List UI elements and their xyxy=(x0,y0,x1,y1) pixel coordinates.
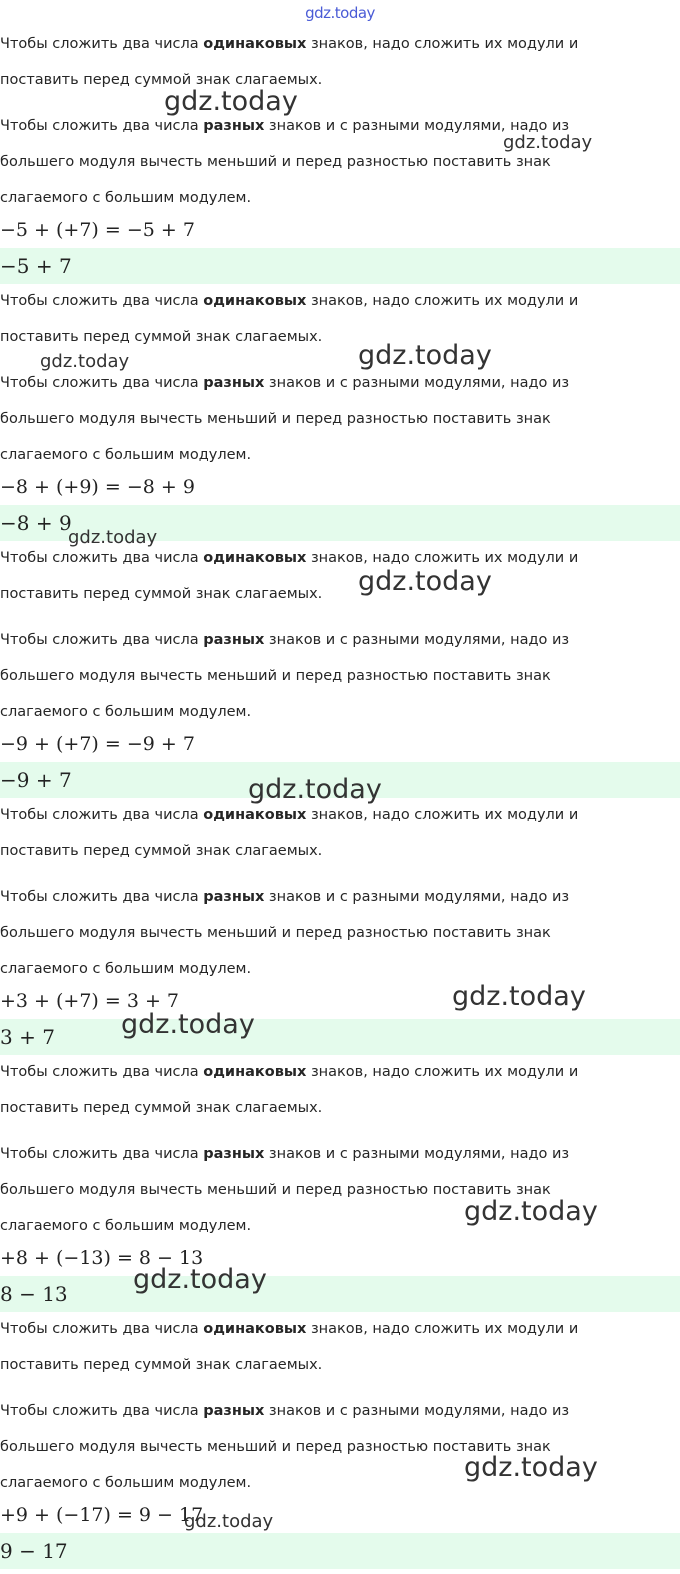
answer: 9 − 17 xyxy=(0,1539,68,1563)
answer-band xyxy=(0,1019,680,1055)
rule-diff-sign-line2: большего модуля вычесть меньший и перед разностью поставить знак xyxy=(0,411,551,427)
rule-same-sign-line1: Чтобы сложить два числа одинаковых знаков, надо сложить их модули и xyxy=(0,1321,579,1337)
answer: −8 + 9 xyxy=(0,511,72,535)
expression: −5 + (+7) = −5 + 7 xyxy=(0,219,195,241)
rule-diff-sign-line1: Чтобы сложить два числа разных знаков и с разными модулями, надо из xyxy=(0,118,570,134)
watermark: gdz.today xyxy=(358,340,492,371)
answer-band xyxy=(0,248,680,284)
rule-diff-sign-line3: слагаемого с большим модулем. xyxy=(0,1218,252,1234)
expression: −9 + (+7) = −9 + 7 xyxy=(0,733,195,755)
expression: −8 + (+9) = −8 + 9 xyxy=(0,476,195,498)
watermark: gdz.today xyxy=(121,1009,255,1040)
rule-same-sign-line2: поставить перед суммой знак слагаемых. xyxy=(0,1100,323,1116)
watermark: gdz.today xyxy=(164,86,298,117)
rule-same-sign-line2: поставить перед суммой знак слагаемых. xyxy=(0,586,323,602)
rule-diff-sign-line1: Чтобы сложить два числа разных знаков и с разными модулями, надо из xyxy=(0,375,570,391)
rule-same-sign-line1: Чтобы сложить два числа одинаковых знаков, надо сложить их модули и xyxy=(0,293,579,309)
rule-same-sign-line2: поставить перед суммой знак слагаемых. xyxy=(0,843,323,859)
rule-diff-sign-line2: большего модуля вычесть меньший и перед разностью поставить знак xyxy=(0,668,551,684)
answer-band xyxy=(0,1533,680,1569)
rule-diff-sign-line2: большего модуля вычесть меньший и перед разностью поставить знак xyxy=(0,154,551,170)
expression: +9 + (−17) = 9 − 17 xyxy=(0,1504,204,1526)
rule-same-sign-line1: Чтобы сложить два числа одинаковых знаков, надо сложить их модули и xyxy=(0,807,579,823)
watermark: gdz.today xyxy=(133,1264,267,1295)
answer: 8 − 13 xyxy=(0,1282,68,1306)
rule-diff-sign-line3: слагаемого с большим модулем. xyxy=(0,961,252,977)
rule-diff-sign-line3: слагаемого с большим модулем. xyxy=(0,190,252,206)
answer-band xyxy=(0,505,680,541)
answer: −9 + 7 xyxy=(0,768,72,792)
rule-same-sign-line1: Чтобы сложить два числа одинаковых знаков, надо сложить их модули и xyxy=(0,550,579,566)
expression: +3 + (+7) = 3 + 7 xyxy=(0,990,180,1012)
expression: +8 + (−13) = 8 − 13 xyxy=(0,1247,204,1269)
rule-diff-sign-line3: слагаемого с большим модулем. xyxy=(0,704,252,720)
watermark: gdz.today xyxy=(68,527,158,548)
watermark: gdz.today xyxy=(503,132,593,153)
rule-diff-sign-line2: большего модуля вычесть меньший и перед разностью поставить знак xyxy=(0,1439,551,1455)
rule-diff-sign-line2: большего модуля вычесть меньший и перед разностью поставить знак xyxy=(0,1182,551,1198)
answer: 3 + 7 xyxy=(0,1025,55,1049)
rule-diff-sign-line1: Чтобы сложить два числа разных знаков и с разными модулями, надо из xyxy=(0,1403,570,1419)
watermark: gdz.today xyxy=(464,1452,598,1483)
watermark: gdz.today xyxy=(464,1196,598,1227)
watermark: gdz.today xyxy=(40,351,130,372)
rule-diff-sign-line3: слагаемого с большим модулем. xyxy=(0,447,252,463)
rule-same-sign-line2: поставить перед суммой знак слагаемых. xyxy=(0,72,323,88)
rule-diff-sign-line1: Чтобы сложить два числа разных знаков и с разными модулями, надо из xyxy=(0,1146,570,1162)
answer: −5 + 7 xyxy=(0,254,72,278)
rule-same-sign-line1: Чтобы сложить два числа одинаковых знаков, надо сложить их модули и xyxy=(0,1064,579,1080)
watermark: gdz.today xyxy=(248,774,382,805)
answer-band xyxy=(0,762,680,798)
rule-same-sign-line2: поставить перед суммой знак слагаемых. xyxy=(0,1357,323,1373)
rule-diff-sign-line1: Чтобы сложить два числа разных знаков и с разными модулями, надо из xyxy=(0,632,570,648)
rule-same-sign-line1: Чтобы сложить два числа одинаковых знаков, надо сложить их модули и xyxy=(0,36,579,52)
site-logo[interactable]: gdz.today xyxy=(305,4,375,22)
watermark: gdz.today xyxy=(184,1511,274,1532)
rule-diff-sign-line1: Чтобы сложить два числа разных знаков и с разными модулями, надо из xyxy=(0,889,570,905)
rule-diff-sign-line3: слагаемого с большим модулем. xyxy=(0,1475,252,1491)
watermark: gdz.today xyxy=(358,566,492,597)
watermark: gdz.today xyxy=(452,981,586,1012)
answer-band xyxy=(0,1276,680,1312)
rule-same-sign-line2: поставить перед суммой знак слагаемых. xyxy=(0,329,323,345)
rule-diff-sign-line2: большего модуля вычесть меньший и перед разностью поставить знак xyxy=(0,925,551,941)
